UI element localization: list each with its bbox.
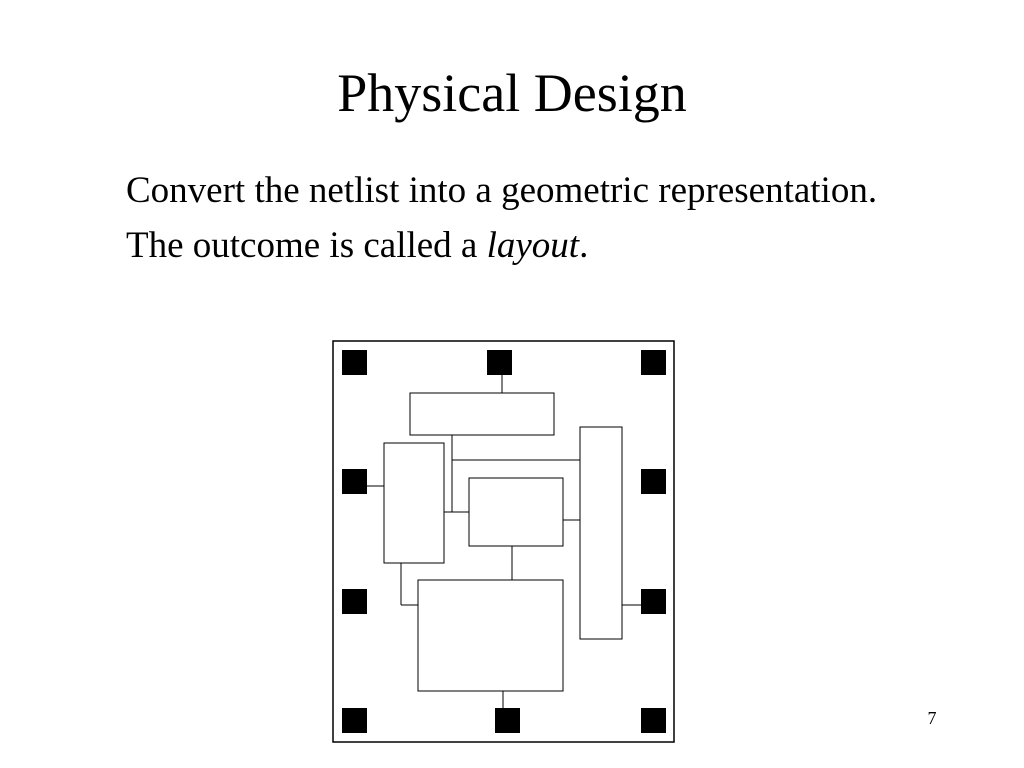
body-end: . xyxy=(579,225,589,266)
io-pad xyxy=(641,350,666,375)
io-pad xyxy=(641,469,666,494)
cell-block xyxy=(580,427,622,639)
io-pad xyxy=(342,708,367,733)
cell-block xyxy=(418,580,563,691)
cell-block xyxy=(384,443,444,563)
page-number: 7 xyxy=(927,708,937,728)
body-emphasis: layout xyxy=(486,225,580,266)
io-pad xyxy=(641,589,666,614)
io-pad xyxy=(487,350,512,375)
io-pad xyxy=(641,708,666,733)
interconnect-wires xyxy=(367,375,641,708)
io-pad xyxy=(342,350,367,375)
io-pad xyxy=(495,708,520,733)
cell-block xyxy=(410,393,554,435)
cell-block xyxy=(469,478,563,546)
slide-title: Physical Design xyxy=(337,63,687,123)
io-pad xyxy=(342,589,367,614)
body-text: Convert the netlist into a geometric representation. The outcome is called a xyxy=(126,170,878,266)
io-pad xyxy=(342,469,367,494)
